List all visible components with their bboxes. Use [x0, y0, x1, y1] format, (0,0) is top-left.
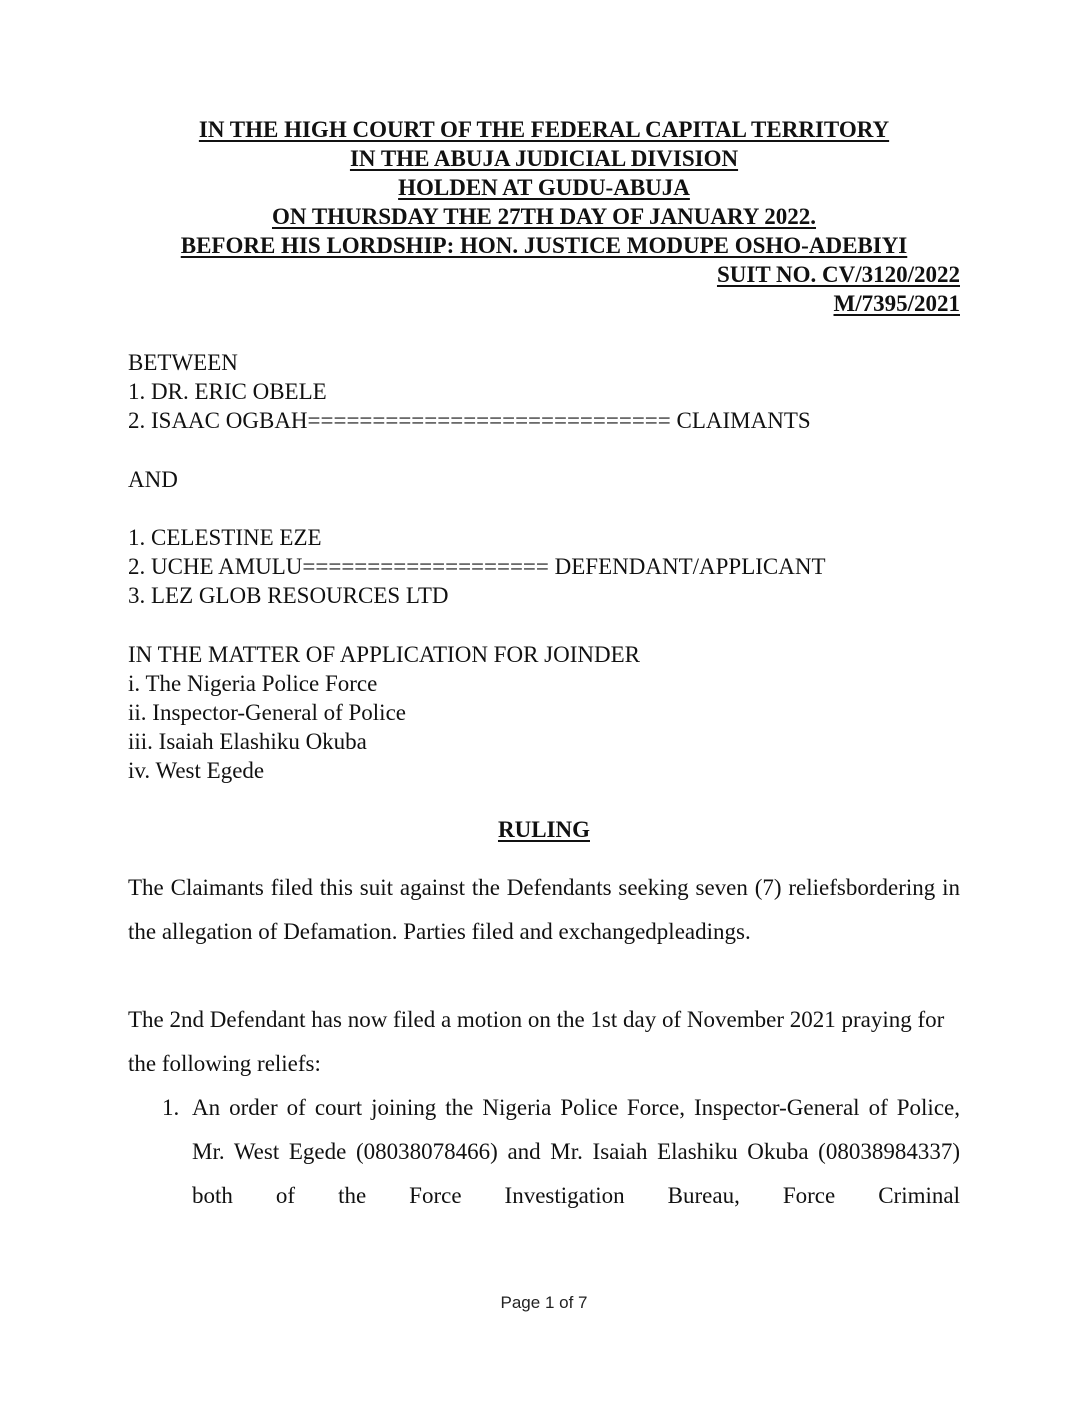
ruling-heading: RULING	[497, 817, 590, 842]
division-title: IN THE ABUJA JUDICIAL DIVISION	[349, 146, 739, 171]
claimant-2: 2. ISAAC OGBAH============================ CLAIMANTS	[128, 408, 811, 433]
matter-item: iv. West Egede	[128, 758, 265, 783]
court-title: IN THE HIGH COURT OF THE FEDERAL CAPITAL TERRITORY	[198, 117, 890, 142]
date-title: ON THURSDAY THE 27TH DAY OF JANUARY 2022.	[271, 204, 817, 229]
motion-number: M/7395/2021	[833, 291, 960, 316]
relief-text: An order of court joining the Nigeria Police Force, Inspector-General of Police, Mr. West Egede (08038078466) and Mr. Isaiah Elashiku Okuba (08038984337) both of the Force Investigation Bureau, Force Criminal	[192, 1095, 960, 1208]
defendant-2: 2. UCHE AMULU=================== DEFENDANT/APPLICANT	[128, 554, 826, 579]
matter-item: i. The Nigeria Police Force	[128, 671, 378, 696]
relief-number: 1.	[162, 1095, 180, 1120]
ruling-paragraph-1: The Claimants filed this suit against the Defendants seeking seven (7) reliefsbordering in the allegation of Defamation. Parties filed and exchangedpleadings.	[128, 875, 960, 944]
matter-title: IN THE MATTER OF APPLICATION FOR JOINDER	[128, 642, 640, 667]
between-label: BETWEEN	[128, 350, 238, 375]
judge-title: BEFORE HIS LORDSHIP: HON. JUSTICE MODUPE OSHO-ADEBIYI	[180, 233, 908, 258]
matter-item: iii. Isaiah Elashiku Okuba	[128, 729, 367, 754]
defendant-1: 1. CELESTINE EZE	[128, 525, 322, 550]
suit-number: SUIT NO. CV/3120/2022	[716, 262, 960, 287]
and-label: AND	[128, 467, 178, 492]
page-footer: Page 1 of 7	[500, 1293, 588, 1312]
ruling-paragraph-2: The 2nd Defendant has now filed a motion on the 1st day of November 2021 praying for the following reliefs:	[128, 1007, 945, 1076]
defendant-3: 3. LEZ GLOB RESOURCES LTD	[128, 583, 449, 608]
matter-item: ii. Inspector-General of Police	[128, 700, 406, 725]
holden-title: HOLDEN AT GUDU-ABUJA	[398, 175, 690, 200]
claimant-1: 1. DR. ERIC OBELE	[128, 379, 327, 404]
